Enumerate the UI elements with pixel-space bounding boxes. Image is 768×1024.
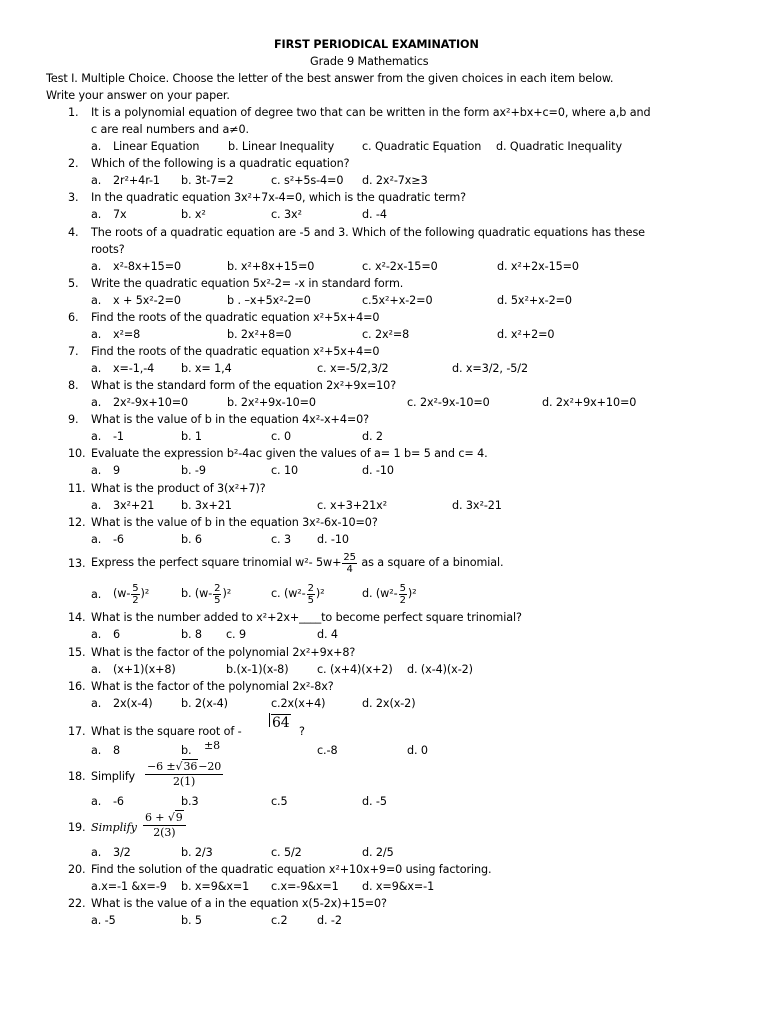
choice-a-letter: a.: [91, 464, 102, 477]
choice-c: c.5x²+x-2=0: [362, 294, 433, 307]
choice-b: b.(x-1)(x-8): [226, 663, 289, 676]
question-text: [91, 549, 504, 577]
choice-d: d. -4: [362, 208, 387, 221]
fraction-numerator: [143, 811, 186, 826]
choice-a: 2x(x-4): [113, 697, 153, 710]
choice-a-letter: a.: [91, 140, 102, 153]
choice-a: [113, 580, 149, 608]
choice-d: d. 0: [407, 744, 428, 757]
choice-a-letter: a.: [91, 499, 102, 512]
question-text: It is a polynomial equation of degree two that can be written in the form ax²+bx+c=0, where a,b and: [91, 106, 651, 119]
question-text: What is the standard form of the equation 2x²+9x=10?: [91, 379, 397, 392]
choice-a: 2r²+4r-1: [113, 174, 160, 187]
question-text: What is the value of b in the equation 3x²-6x-10=0?: [91, 516, 378, 529]
question-number: 8.: [68, 379, 79, 392]
choice-b: b. 2x²+8=0: [227, 328, 292, 341]
question-text: What is the factor of the polynomial 2x²-8x?: [91, 680, 334, 693]
choice-c: c. 5/2: [271, 846, 302, 859]
choice-d: d. 3x²-21: [452, 499, 502, 512]
choice-b: b.3: [181, 795, 199, 808]
choice-b: b. x= 1,4: [181, 362, 232, 375]
choice-b: b. 6: [181, 533, 202, 546]
question-text: What is the value of a in the equation x(5-2x)+15=0?: [91, 897, 387, 910]
fraction: [399, 583, 407, 606]
choice-b: b. 2/3: [181, 846, 213, 859]
choice-c: c. 2x²=8: [362, 328, 410, 341]
question-text: In the quadratic equation 3x²+7x-4=0, which is the quadratic term?: [91, 191, 466, 204]
fraction: [342, 552, 357, 575]
choice-a-letter: a.: [91, 697, 102, 710]
choice-a: 9: [113, 464, 121, 477]
choice-c: c.2: [271, 914, 288, 927]
fraction-denominator: 5: [307, 594, 314, 606]
choice-b: b. 2x²+9x-10=0: [227, 396, 316, 409]
question-text: Evaluate the expression b²-4ac given the values of a= 1 b= 5 and c= 4.: [91, 447, 488, 460]
choice-a-letter: a.: [91, 795, 102, 808]
choice-part: )²: [407, 587, 417, 600]
choice-a-letter: a.: [91, 362, 102, 375]
choice-c: c. x=-5/2,3/2: [317, 362, 389, 375]
choice-c: c. x²-2x-15=0: [362, 260, 438, 273]
choice-d: d. 2x²+9x+10=0: [542, 396, 637, 409]
choice-b: b. 3x+21: [181, 499, 232, 512]
choice-d: d. Quadratic Inequality: [496, 140, 622, 153]
fraction-denominator: 2(3): [153, 826, 176, 839]
question-number: 14.: [68, 611, 86, 624]
choice-c: c. 10: [271, 464, 298, 477]
choice-c: c. (x+4)(x+2): [317, 663, 393, 676]
question-number: 11.: [68, 482, 86, 495]
question-text: Find the roots of the quadratic equation x²+5x+4=0: [91, 311, 380, 324]
choice-c: c. 0: [271, 430, 291, 443]
choice-b: b. 3t-7=2: [181, 174, 234, 187]
choice-part: )²: [222, 587, 232, 600]
fraction: [131, 583, 139, 606]
choice-a: 6: [113, 628, 121, 641]
choice-b: b . –x+5x²-2=0: [227, 294, 311, 307]
choice-c: [271, 580, 325, 608]
choice-a: 3/2: [113, 846, 131, 859]
choice-c: c. s²+5s-4=0: [271, 174, 344, 187]
choice-a-letter: a.: [91, 744, 102, 757]
choice-a-letter: a.: [91, 260, 102, 273]
choice-d: d. x=9&x=-1: [362, 880, 435, 893]
radicand: 9: [175, 811, 183, 824]
question-text: c are real numbers and a≠0.: [91, 123, 249, 136]
choice-c: c. Quadratic Equation: [362, 140, 482, 153]
exam-subtitle: Grade 9 Mathematics: [310, 55, 429, 68]
question-number: 18.: [68, 770, 86, 783]
choice-c: c.5: [271, 795, 288, 808]
choice-a: x=-1,-4: [113, 362, 155, 375]
choice-a-letter: a.: [91, 396, 102, 409]
choice-d: d. 2/5: [362, 846, 394, 859]
instructions-line-1: Test I. Multiple Choice. Choose the letter of the best answer from the given choices in each item below.: [46, 72, 614, 85]
choice-a: 8: [113, 744, 121, 757]
choice-part: )²: [140, 587, 150, 600]
question-number: 4.: [68, 226, 79, 239]
radical-sign: √: [167, 811, 175, 824]
choice-d: d. -2: [317, 914, 342, 927]
question-text-part: Express the perfect square trinomial w²- 5w+: [91, 556, 342, 569]
choice-b: b. 8: [181, 628, 202, 641]
fraction-numerator: [145, 760, 223, 775]
question-number: 6.: [68, 311, 79, 324]
exam-title: FIRST PERIODICAL EXAMINATION: [274, 38, 479, 51]
fraction-numerator: 2: [214, 582, 221, 594]
question-text: Find the solution of the quadratic equation x²+10x+9=0 using factoring.: [91, 863, 492, 876]
choice-a-letter: a.: [91, 663, 102, 676]
choice-a: x²-8x+15=0: [113, 260, 181, 273]
question-number: 17.: [68, 725, 86, 738]
choice-b: b. x=9&x=1: [181, 880, 250, 893]
choice-a: Linear Equation: [113, 140, 200, 153]
choice-part: c. (w²-: [271, 587, 306, 600]
question-text: Simplify: [91, 770, 135, 783]
question-number: 16.: [68, 680, 86, 693]
numerator-part: −20: [198, 760, 222, 773]
choice-part: d. (w²-: [362, 587, 398, 600]
fraction-denominator: 5: [214, 594, 221, 606]
question-text: What is the number added to x²+2x+____to become perfect square trinomial?: [91, 611, 522, 624]
choice-d: d. x²+2x-15=0: [497, 260, 579, 273]
question-number: 3.: [68, 191, 79, 204]
question-number: 20.: [68, 863, 86, 876]
choice-a-letter: a.: [91, 328, 102, 341]
question-number: 13.: [68, 557, 86, 570]
fraction-denominator: 4: [346, 563, 353, 575]
choice-c: c. 9: [226, 628, 246, 641]
choice-d: d. 2x(x-2): [362, 697, 416, 710]
choice-b: b. 5: [181, 914, 202, 927]
choice-a: -6: [113, 795, 124, 808]
choice-b-letter: b.: [181, 744, 192, 757]
question-text: Which of the following is a quadratic equation?: [91, 157, 350, 170]
choice-d: d. x=3/2, -5/2: [452, 362, 528, 375]
numerator-part: 6 +: [145, 811, 165, 824]
choice-a: -6: [113, 533, 124, 546]
choice-a: a. -5: [91, 914, 116, 927]
fraction-numerator: 5: [399, 582, 406, 594]
question-text: What is the factor of the polynomial 2x²+9x+8?: [91, 646, 356, 659]
choice-a: 7x: [113, 208, 127, 221]
question-text: The roots of a quadratic equation are -5 and 3. Which of the following quadratic equations has these: [91, 226, 645, 239]
choice-a: x + 5x²-2=0: [113, 294, 181, 307]
question-number: 1.: [68, 106, 79, 119]
choice-part: b. (w-: [181, 587, 213, 600]
fraction-denominator: 2: [132, 594, 139, 606]
fraction: [145, 760, 223, 789]
question-text: Simplify: [91, 821, 137, 834]
choice-b: b. 1: [181, 430, 202, 443]
question-number: 5.: [68, 277, 79, 290]
radical-sign: [269, 713, 291, 732]
choice-d: d. x²+2=0: [497, 328, 555, 341]
question-number: 7.: [68, 345, 79, 358]
choice-d: d. 4: [317, 628, 338, 641]
choice-a-letter: a.: [91, 294, 102, 307]
fraction-numerator: 2: [307, 582, 314, 594]
choice-d: [362, 580, 416, 608]
choice-b: b. -9: [181, 464, 206, 477]
choice-d: d. -10: [317, 533, 349, 546]
choice-a: x²=8: [113, 328, 141, 341]
choice-part: (w-: [113, 587, 131, 600]
choice-c: c. 3x²: [271, 208, 302, 221]
fraction-numerator: 25: [343, 551, 356, 563]
choice-a-letter: a.: [91, 174, 102, 187]
question-number: 19.: [68, 821, 86, 834]
choice-b: b. x²: [181, 208, 206, 221]
instructions-line-2: Write your answer on your paper.: [46, 89, 230, 102]
choice-a-letter: a.: [91, 628, 102, 641]
choice-a-letter: a.: [91, 846, 102, 859]
fraction: [213, 583, 221, 606]
question-mark: ?: [299, 725, 305, 738]
choice-d: d. -5: [362, 795, 387, 808]
choice-a-letter: a.: [91, 533, 102, 546]
choice-c: c.-8: [317, 744, 338, 757]
choice-a-letter: a.: [91, 588, 102, 601]
question-text-part: as a square of a binomial.: [361, 556, 504, 569]
question-number: 10.: [68, 447, 86, 460]
radicand: 64: [272, 715, 290, 731]
choice-c: c. 3: [271, 533, 291, 546]
choice-d: d. (x-4)(x-2): [407, 663, 473, 676]
fraction-denominator: 2(1): [173, 775, 196, 788]
choice-a-letter: a.: [91, 430, 102, 443]
fraction: [307, 583, 315, 606]
choice-a-letter: a.: [91, 208, 102, 221]
question-text: Write the quadratic equation 5x²-2= -x in standard form.: [91, 277, 404, 290]
choice-a: 3x²+21: [113, 499, 155, 512]
choice-a: -1: [113, 430, 124, 443]
choice-d: d. 2: [362, 430, 383, 443]
numerator-part: −6 ±: [147, 760, 176, 773]
choice-d: d. 5x²+x-2=0: [497, 294, 572, 307]
question-number: 9.: [68, 413, 79, 426]
choice-c: c. 2x²-9x-10=0: [407, 396, 490, 409]
question-text: What is the square root of -: [91, 725, 242, 738]
choice-b: b. 2(x-4): [181, 697, 228, 710]
choice-a: a.x=-1 &x=-9: [91, 880, 167, 893]
question-number: 2.: [68, 157, 79, 170]
question-text: Find the roots of the quadratic equation x²+5x+4=0: [91, 345, 380, 358]
question-number: 15.: [68, 646, 86, 659]
choice-part: )²: [315, 587, 325, 600]
choice-b: ±8: [204, 739, 221, 752]
choice-b: [181, 580, 231, 608]
choice-c: c.x=-9&x=1: [271, 880, 339, 893]
radicand: 36: [183, 760, 198, 773]
radical-sign: √: [175, 760, 183, 773]
fraction-denominator: 2: [399, 594, 406, 606]
choice-c: c. x+3+21x²: [317, 499, 387, 512]
choice-b: b. x²+8x+15=0: [227, 260, 315, 273]
fraction-numerator: 5: [132, 582, 139, 594]
question-text: What is the value of b in the equation 4x²-x+4=0?: [91, 413, 369, 426]
fraction: [143, 811, 186, 840]
choice-b: b. Linear Inequality: [228, 140, 335, 153]
question-text: roots?: [91, 243, 125, 256]
choice-a: (x+1)(x+8): [113, 663, 176, 676]
question-text: What is the product of 3(x²+7)?: [91, 482, 266, 495]
choice-d: d. -10: [362, 464, 394, 477]
choice-d: d. 2x²-7x≥3: [362, 174, 428, 187]
question-number: 22.: [68, 897, 86, 910]
choice-c: c.2x(x+4): [271, 697, 326, 710]
choice-a: 2x²-9x+10=0: [113, 396, 189, 409]
question-number: 12.: [68, 516, 86, 529]
